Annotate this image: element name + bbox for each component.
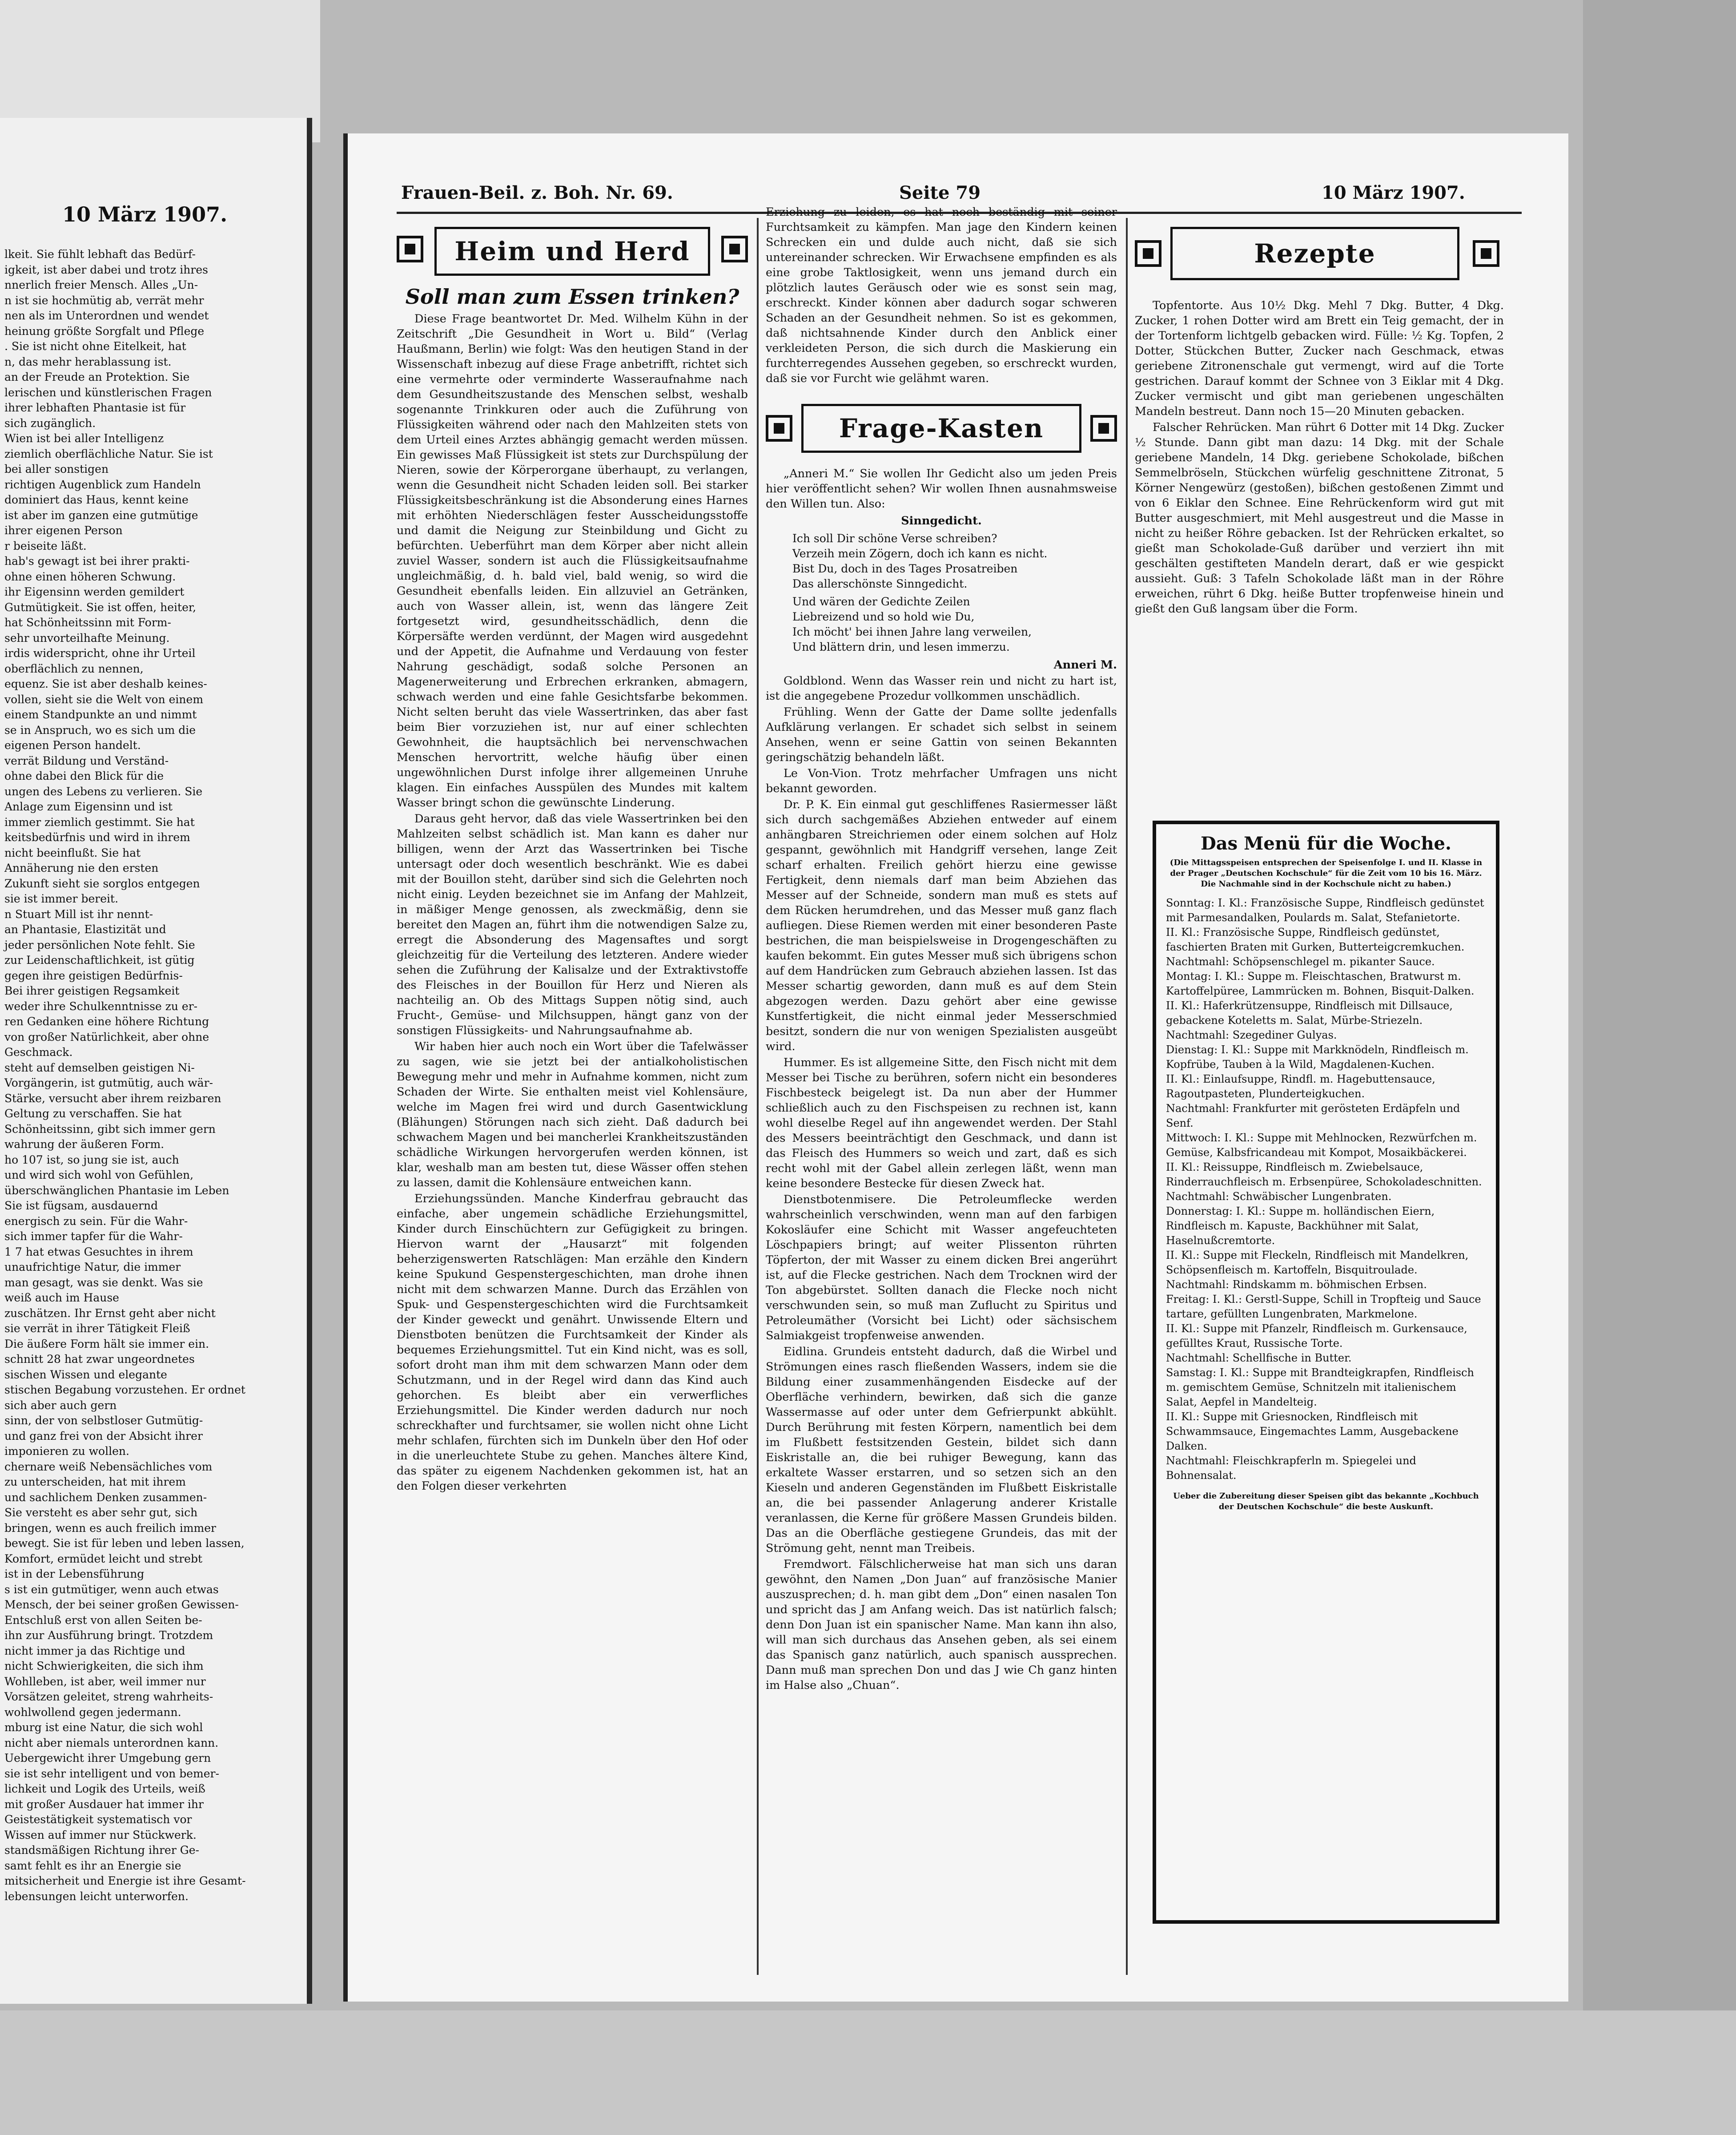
header-page-number: Seite 79 — [899, 182, 981, 203]
ornament-right — [1473, 240, 1499, 267]
section-title-frage-kasten: Frage-Kasten — [801, 404, 1081, 453]
answer-item: Goldblond. Wenn das Wasser rein und nicht zu hart ist, ist die angegebene Prozedur vollkommen unschädlich. — [766, 674, 1117, 703]
answer-item: Le Von-Vion. Trotz mehrfacher Umfragen uns nicht bekannt geworden. — [766, 767, 1117, 795]
menu-line: Donnerstag: I. Kl.: Suppe m. holländischen Eiern, Rindfleisch m. Kapuste, Backhühner mit Salat, Haselnußcremtorte. — [1166, 1205, 1435, 1247]
poem-stanza: Und wären der Gedichte Zeilen Liebreizend und so hold wie Du, Ich möcht' bei ihnen Jahre lang verweilen, Und blättern drin, und lesen immerzu. — [792, 595, 1032, 653]
newspaper-page — [343, 133, 1568, 2002]
menu-line: II. Kl.: Einlaufsuppe, Rindfl. m. Hagebuttensauce, Ragoutpasteten, Plunderteigkuchen. — [1166, 1073, 1435, 1100]
article-paragraph: Daraus geht hervor, daß das viele Wassertrinken bei den Mahlzeiten selbst schädlich ist. Man kann es daher nur billigen, wenn der Arzt das Wassertrinken bei Tische untersagt oder doch wesentlich beschränkt. Wie es dabei mit der Bouillon steht, darüber sind sich die Gelehrten noch nicht einig. Leyden bezeichnet sie im Anfang der Mahlzeit, in mäßiger Menge genossen, als zweckmäßig, denn sie bereitet den Magen an, führt ihm die notwendigen Salze zu, erregt die Absonderung des Magensaftes und sorgt gleichzeitig für die Verteilung des letzteren. Andere wieder sehen die Zuführung der Kalisalze und der Extraktivstoffe des Fleisches in der Bouillon für Herz und Nieren als nachteilig an. Ob des Mittags Suppen nötig sind, auch Frucht-, Gemüse- und Milchsuppen, hängt ganz von der sonstigen Flüssigkeits- und Nahrungsaufnahme ab. — [397, 812, 748, 1037]
poem-stanza: Ich soll Dir schöne Verse schreiben? Verzeih mein Zögern, doch ich kann es nicht. Bist Du, doch in des Tages Prosatreiben Das allerschönste Sinngedicht. — [792, 532, 1048, 590]
article-paragraph: Erziehungssünden. Manche Kinderfrau gebraucht das einfache, aber ungemein schädliche Erziehungsmittel, Kinder durch Einschüchtern zur Gefügigkeit zu bringen. Hiervon warnt der „Hausarzt“ mit folgenden beherzigenswerten Ratschlägen: Man erzähle den Kindern keine Spukund Gespenstergeschichten, man drohe ihnen nicht mit dem schwarzen Manne. Durch das Erzählen von Spuk- und Gespenstergeschichten wird die Furchtsamkeit der Kinder geweckt und genährt. Unwissende Eltern und Dienstboten benützen die Furchtsamkeit der Kinder als bequemes Erziehungsmittel. Tut ein Kind nicht, was es soll, sofort droht man ihm mit dem schwarzen Mann oder dem Schutzmann, und in der Regel wird dann das Kind auch gehorchen. Es bleibt aber ein verwerfliches Erziehungsmittel. Die Kinder werden dadurch nur noch schreckhafter und furchtsamer, sie wollen nicht ohne Licht mehr schlafen, fürchten sich im Dunkeln über den Hof oder in die unerleuchtete Stube zu gehen. Manches ältere Kind, das später zu eigenem Nachdenken gekommen ist, hat an den Folgen dieser verkehrten — [397, 1192, 748, 1493]
section-title-heim-und-herd: Heim und Herd — [434, 227, 710, 276]
menu-line: II. Kl.: Suppe mit Fleckeln, Rindfleisch mit Mandelkren, Schöpsenfleisch m. Kartoffeln, Bisquitroulade. — [1166, 1249, 1469, 1276]
answer-item: Hummer. Es ist allgemeine Sitte, den Fisch nicht mit dem Messer bei Tische zu berühren, sofern nicht ein besonderes Fischbesteck beigelegt ist. Da nun aber der Hummer schließlich auch zu den Fischspeisen zu rechnen ist, kann wohl dieselbe Regel auf ihn angewendet werden. Der Stahl des Messers beeinträchtigt den Geschmack, und dann ist das Fleisch des Hummers so weich und zart, daß es sich recht wohl mit der Gabel allein zerlegen läßt, wenn man keine besondere Bestecke für diesen Zweck hat. — [766, 1056, 1117, 1190]
section-title-rezepte: Rezepte — [1170, 227, 1459, 280]
menu-title: Das Menü für die Woche. — [1201, 833, 1451, 854]
column-frage-kasten — [766, 205, 1117, 1694]
answer-item: Eidlina. Grundeis entsteht dadurch, daß die Wirbel und Strömungen eines rasch fließenden Wassers, indem sie die Bildung einer zusammenhängenden Eisdecke auf der Oberfläche verhindern, bewirken, daß sich die ganze Wassermasse auf oder unter dem Gefrierpunkt abkühlt. Durch Berührung mit festen Körpern, namentlich bei dem im Flußbett festsitzenden Gestein, bildet sich dann Eiskristalle an, die bei ruhiger Bewegung, kann das erkaltete Wasser erstarren, und so setzen sich an den Kieseln und anderen Gegenständen im Flußbett Eiskristalle an, die bei passender Anlagerung anderer Kristalle veranlassen, die Kerne für größere Massen Grundeis bilden. Das an die Oberfläche gestiegene Grundeis, das mit der Strömung geht, nennt man Treibeis. — [766, 1345, 1117, 1555]
poem-signature: Anneri M. — [1053, 658, 1117, 672]
rezepte-banner — [1135, 222, 1504, 285]
ornament-left — [766, 415, 792, 442]
ornament-right — [721, 236, 748, 262]
menu-footer: Ueber die Zubereitung dieser Speisen gibt das bekannte „Kochbuch der Deutschen Kochschule“ die beste Auskunft. — [1173, 1491, 1479, 1511]
menu-line: Dienstag: I. Kl.: Suppe mit Markknödeln, Rindfleisch m. Kopfrübe, Tauben à la Wild, Magdalenen-Kuchen. — [1166, 1043, 1469, 1071]
menu-line: Nachtmahl: Schwäbischer Lungenbraten. — [1166, 1190, 1392, 1203]
menu-line: II. Kl.: Suppe mit Griesnocken, Rindfleisch mit Schwammsauce, Eingemachtes Lamm, Ausgebackene Dalken. — [1166, 1410, 1459, 1452]
answer-item: Dr. P. K. Ein einmal gut geschliffenes Rasiermesser läßt sich durch sachgemäßes Abziehen entweder auf einem anhängbaren Streichriemen oder einem solchen auf Holz gespannt, gewöhnlich mit Handgriff versehen, lange Zeit scharf erhalten. Freilich gehört hierzu eine gewisse Fertigkeit, denn niemals darf man beim Abziehen das Messer auf der Schneide, sondern man muß es stets auf dem Rücken herumdrehen, und das Messer muß ganz flach aufliegen. Diese Riemen werden mit einer besonderen Paste bestrichen, die man beispielsweise in Drogengeschäften zu kaufen bekommt. Ein gutes Messer muß sich übrigens schon auf dem Handrücken zum Gebrauch abziehen lassen. Ist das Messer schartig geworden, dann muß es auf dem Stein abgezogen werden. Dazu gehört aber eine gewisse Kunstfertigkeit, die nicht einmal jeder Messerschmied besitzt, sondern die nur von wenigen Spezialisten ausgeübt wird. — [766, 798, 1117, 1053]
column-rezepte — [1135, 222, 1504, 617]
article-paragraph: Wir haben hier auch noch ein Wort über die Tafelwässer zu sagen, wie sie jetzt bei der antialkoholistischen Bewegung mehr und mehr in Aufnahme kommen, nicht zum Schaden der Wirte. Sie enthalten meist viel Kohlensäure, welche im Magen frei wird und durch Gasentwicklung (Blähungen) Störungen nach sich zieht. Daß dadurch bei schwachem Magen und bei mancherlei Krankheitszuständen schädliche Wirkungen hervorgerufen werden können, ist klar, weshalb man am besten tut, diese Wässer offen stehen zu lassen, damit die Kohlensäure entweichen kann. — [397, 1040, 748, 1189]
menu-line: II. Kl.: Reissuppe, Rindfleisch m. Zwiebelsauce, Rinderrauchfleisch m. Erbsenpüree, Schokoladeschnitten. — [1166, 1161, 1482, 1188]
menu-line: Nachtmahl: Schöpsenschlegel m. pikanter Sauce. — [1166, 955, 1435, 968]
ornament-left — [397, 236, 423, 262]
background-bottom — [0, 2010, 1736, 2135]
frage-kasten-banner — [766, 395, 1117, 462]
menu-note: (Die Mittagsspeisen entsprechen der Speisenfolge I. und II. Klasse in der Prager „Deutschen Kochschule“ für die Zeit vom 10 bis 16. März. Die Nachmahle sind in der Kochschule nicht zu haben.) — [1169, 858, 1483, 889]
menu-line: II. Kl.: Französische Suppe, Rindfleisch gedünstet, faschierten Braten mit Gurken, Butterteigcremkuchen. — [1166, 926, 1465, 953]
menu-line: Freitag: I. Kl.: Gerstl-Suppe, Schill in Tropfteig und Sauce tartare, gefüllten Lungenbraten, Markmelone. — [1166, 1293, 1481, 1320]
ornament-left — [1135, 240, 1161, 267]
menu-line: Sonntag: I. Kl.: Französische Suppe, Rindfleisch gedünstet mit Parmesandalken, Poulards m. Salat, Stefanietorte. — [1166, 897, 1484, 924]
article-title: Soll man zum Essen trinken? — [405, 285, 739, 309]
previous-page — [0, 118, 312, 2004]
menu-line: Nachtmahl: Rindskamm m. böhmischen Erbsen. — [1166, 1278, 1427, 1291]
previous-page-date: 10 März 1907. — [62, 202, 228, 226]
background-right-margin — [1583, 0, 1736, 2135]
menu-line: Montag: I. Kl.: Suppe m. Fleischtaschen, Bratwurst m. Kartoffelpüree, Lammrücken m. Bohnen, Bisquit-Dalken. — [1166, 970, 1475, 997]
menu-line: Nachtmahl: Szegediner Gulyas. — [1166, 1029, 1337, 1041]
column-rule — [1126, 218, 1128, 1975]
column-rule — [757, 218, 759, 1975]
article-paragraph: Diese Frage beantwortet Dr. Med. Wilhelm Kühn in der Zeitschrift „Die Gesundheit in Wort u. Bild“ (Verlag Haußmann, Berlin) wie folgt: Was den heutigen Stand in der Wissenschaft inbezug auf diese Frage anbetrifft, richtet sich eine vermehrte oder verminderte Wasseraufnahme nach dem Gesundheitszustande des Menschen selbst, weshalb sogenannte Trinkkuren oder auch die Zuführung von Flüssigkeiten während oder nach den Mahlzeiten stets von dem Urteil eines Arztes abhängig gemacht werden müssen. Ein gewisses Maß Flüssigkeit ist stets zur Durchspülung der Nieren, sowie der Körperorgane überhaupt, zu verlangen, wenn die Gesundheit nicht Schaden leiden soll. Bei starker Flüssigkeitsbeschränkung ist die Absonderung eines Harnes mit erhöhten Niederschlägen fester Ausscheidungsstoffe und damit die Neigung zur Steinbildung und Gicht zu befürchten. Ueberführt man dem Körper aber nicht allein zuviel Wasser, sondern ist auch die Flüssigkeitsaufnahme ungleichmäßig, d. h. bald viel, bald wenig, so wird die Gesundheit ebenfalls leiden. Ein allzuviel an Getränken, auch von Wasser allein, ist, wenn das längere Zeit fortgesetzt wird, gesundheitsschädlich, denn die Körpersäfte werden verdünnt, der Magen wird ausgedehnt und der Appetit, die Aufnahme und Verdauung von fester Nahrung geschädigt, sodaß solche Personen an Magenerweiterung und Erbrechen erkranken, abmagern, schwach werden und eine fahle Gesichtsfarbe bekommen. Nicht selten beruht das viele Wassertrinken, das aber fast beim Bier vorzuziehen ist, nur auf einer schlechten Gewohnheit, die hauptsächlich bei nervenschwachen Menschen hervortritt, welche häufig über einen ungewöhnlichen Durst infolge ihrer allgemeinen Unruhe klagen. Ein einfaches Ausspülen des Mundes mit kaltem Wasser bringt schon die gewünschte Linderung. — [397, 312, 748, 810]
weekly-menu-box — [1153, 821, 1499, 1924]
column-heim-und-herd — [397, 222, 748, 1494]
menu-line: Samstag: I. Kl.: Suppe mit Brandteigkrapfen, Rindfleisch m. gemischtem Gemüse, Schnitzeln mit italienischem Salat, Aepfel in Mandelteig. — [1166, 1366, 1474, 1408]
ornament-right — [1090, 415, 1117, 442]
poem-title: Sinngedicht. — [901, 514, 982, 528]
menu-line: II. Kl.: Haferkrützensuppe, Rindfleisch mit Dillsauce, gebackene Koteletts m. Salat, Mürbe-Striezeln. — [1166, 999, 1453, 1027]
header-publication: Frauen-Beil. z. Boh. Nr. 69. — [401, 182, 673, 203]
answer-item: Fremdwort. Fälschlicherweise hat man sich uns daran gewöhnt, den Namen „Don Juan“ auf französische Manier auszusprechen; d. h. man gibt dem „Don“ einen nasalen Ton und spricht das J am Anfang weich. Das ist natürlich falsch; denn Don Juan ist ein spanischer Name. Man kann ihn also, will man sich durchaus das Ansehen geben, als sei einem das Spanisch ganz natürlich, auch spanisch aussprechen. Dann muß man sprechen Don und das J wie Ch ganz hinten im Halse also „Chuan“. — [766, 1558, 1117, 1692]
menu-line: Nachtmahl: Fleischkrapferln m. Spiegelei und Bohnensalat. — [1166, 1454, 1416, 1482]
recipe: Topfentorte. Aus 10½ Dkg. Mehl 7 Dkg. Butter, 4 Dkg. Zucker, 1 rohen Dotter wird am Brett ein Teig gemacht, der in der Tortenform lichtgelb gebacken wird. Fülle: ½ Kg. Topfen, 2 Dotter, Stückchen Butter, Zucker nach Geschmack, etwas geriebene Zitronenschale gut vermengt, wird auf die Torte gestrichen. Darauf kommt der Schnee von 3 Eiklar mit 4 Dkg. Zucker vermischt und gibt man geriebenen ungeschälten Mandeln bestreut. Dann noch 15—20 Minuten gebacken. — [1135, 299, 1504, 418]
header-date: 10 März 1907. — [1322, 182, 1465, 203]
menu-line: II. Kl.: Suppe mit Pfanzelr, Rindfleisch m. Gurkensauce, gefülltes Kraut, Russische Torte. — [1166, 1322, 1467, 1349]
previous-page-text: lkeit. Sie fühlt lebhaft das Bedürf- igkeit, ist aber dabei und trotz ihres nnerlich freier Mensch. Alles „Un- n ist sie hochmütig ab, verrät mehr nen als im Unterordnen und wendet heinung größte Sorgfalt und Pflege . Sie ist nicht ohne Eitelkeit, hat n, das mehr herablassung ist. an der Freude an Protektion. Sie lerischen und künstlerischen Fragen ihrer lebhaften Phantasie ist für sich zugänglich. Wien ist bei aller Intelligenz ziemlich oberflächliche Natur. Sie ist bei aller sonstigen richtigen Augenblick zum Handeln dominiert das Haus, kennt keine ist aber im ganzen eine gutmütige ihrer eigenen Person r beiseite läßt. hab's gewagt ist bei ihrer prakti- ohne einen höheren Schwung. ihr Eigensinn werden gemildert Gutmütigkeit. Sie ist offen, heiter, hat Schönheitssinn mit Form- sehr unvorteilhafte Meinung. irdis widerspricht, ohne ihr Urteil oberflächlich zu nennen, equenz. Sie ist aber deshalb keines- vollen, sieht sie die Welt von einem einem Standpunkte an und nimmt se in Anspruch, wo es sich um die eigenen Person handelt. verrät Bildung und Verständ- ohne dabei den Blick für die ungen des Lebens zu verlieren. Sie Anlage zum Eigensinn und ist immer ziemlich gestimmt. Sie hat keitsbedürfnis und wird in ihrem nicht beeinflußt. Sie hat Annäherung nie den ersten Zukunft sieht sie sorglos entgegen sie ist immer bereit. n Stuart Mill ist ihr nennt- an Phantasie, Elastizität und jeder persönlichen Note fehlt. Sie zur Leidenschaftlichkeit, ist gütig gegen ihre geistigen Bedürfnis- Bei ihrer geistigen Regsamkeit weder ihre Schulkenntnisse zu er- ren Gedanken eine höhere Richtung von großer Natürlichkeit, aber ohne Geschmack. steht auf demselben geistigen Ni- Vorgängerin, ist gutmütig, auch wär- Stärke, versucht aber ihrem reizbaren Geltung zu verschaffen. Sie hat Schönheitssinn, gibt sich immer gern wahrung der äußeren Form. ho 107 ist, so jung sie ist, auch und wird sich wohl von Gefühlen, überschwänglichen Phantasie im Leben Sie ist fügsam, ausdauernd energisch zu sein. Für die Wahr- sich immer tapfer für die Wahr- 1 7 hat etwas Gesuchtes in ihrem unaufrichtige Natur, die immer man gesagt, was sie denkt. Was sie weiß auch im Hause zuschätzen. Ihr Ernst geht aber nicht sie verrät in ihrer Tätigkeit Fleiß Die äußere Form hält sie immer ein. schnitt 28 hat zwar ungeordnetes sischen Wissen und elegante stischen Begabung vorzustehen. Er ordnet sich aber auch gern sinn, der von selbstloser Gutmütig- und ganz frei von der Absicht ihrer imponieren zu wollen. chernare weiß Nebensächliches vom zu unterscheiden, hat mit ihrem und sachlichem Denken zusammen- Sie versteht es aber sehr gut, sich bringen, wenn es auch freilich immer bewegt. Sie ist für leben und leben lassen, Komfort, ermüdet leicht und strebt ist in der Lebensführung s ist ein gutmütiger, wenn auch etwas Mensch, der bei seiner großen Gewissen- Entschluß erst von allen Seiten be- ihn zur Ausführung bringt. Trotzdem nicht immer ja das Richtige und nicht Schwierigkeiten, die sich ihm Wohlleben, ist aber, weil immer nur Vorsätzen geleitet, streng wahrheits- wohlwollend gegen jedermann. mburg ist eine Natur, die sich wohl nicht aber niemals unterordnen kann. Uebergewicht ihrer Umgebung gern sie ist sehr intelligent und von bemer- lichkeit und Logik des Urteils, weiß mit großer Ausdauer hat immer ihr Geistestätigkeit systematisch vor Wissen auf immer nur Stückwerk. standsmäßigen Richtung ihrer Ge- samt fehlt es ihr an Energie sie mitsicherheit und Energie ist ihre Gesamt- lebensungen leicht unterworfen. — [4, 248, 246, 1903]
continued-paragraph: Erziehung zu leiden, es hat noch beständig mit seiner Furchtsamkeit zu kämpfen. Man jage den Kindern keinen Schrecken ein und dulde auch nicht, daß sie sich untereinander schrecken. Wir Erwachsene empfinden es als eine grobe Taktlosigkeit, wenn uns jemand durch ein plötzlich lautes Geräusch oder wie es sonst sein mag, erschreckt. Kinder können aber dadurch sogar schweren Schaden an der Gesundheit nehmen. So ist es gekommen, daß nichtsahnende Kinder durch den Anblick einer verkleideten Person, die sich durch die Maskierung ein furchterregendes Aussehen gegeben, so erschreckt wurden, daß sie vor Furcht wie gelähmt waren. — [766, 205, 1117, 385]
menu-line: Nachtmahl: Schellfische in Butter. — [1166, 1352, 1352, 1364]
menu-line: Nachtmahl: Frankfurter mit gerösteten Erdäpfeln und Senf. — [1166, 1102, 1460, 1129]
answer-item: Frühling. Wenn der Gatte der Dame sollte jedenfalls Aufklärung verlangen. Er schadet sich selbst in seinem Ansehen, wenn er seine Gattin von seinen Bekannten geringschätzig behandeln läßt. — [766, 705, 1117, 764]
menu-line: Mittwoch: I. Kl.: Suppe mit Mehlnocken, Rezwürfchen m. Gemüse, Kalbsfricandeau mit Kompot, Mosaikbäckerei. — [1166, 1132, 1477, 1159]
answer-intro: „Anneri M.“ Sie wollen Ihr Gedicht also um jeden Preis hier veröffentlicht sehen? Wir wollen Ihnen ausnahmsweise den Willen tun. Also: — [766, 467, 1117, 511]
heim-und-herd-banner — [397, 222, 748, 280]
answer-item: Dienstbotenmisere. Die Petroleumflecke werden wahrscheinlich verschwinden, wenn man auf den farbigen Kokosläufer eine Schicht mit Wasser angefeuchteten Löschpapiers bringt; auf weiter Plissenton rührten Töpferton, der mit Wasser zu einem dicken Brei angerührt ist, auf die Flecke gestrichen. Nach dem Trocknen wird der Ton abgebürstet. Sollten danach die Flecke noch nicht verschwunden sein, so muß man Zuflucht zu Spiritus und Petroleumäther (Vorsicht bei Licht) oder sächsischem Salmiakgeist tropfenweise anwenden. — [766, 1193, 1117, 1342]
recipe: Falscher Rehrücken. Man rührt 6 Dotter mit 14 Dkg. Zucker ½ Stunde. Dann gibt man dazu: 14 Dkg. mit der Schale geriebene Mandeln, 14 Dkg. geriebene Schokolade, bißchen Semmelbröseln, Stückchen würfelig geschnittene Zitronat, 5 Körner Nengewürz (gestoßen), bißchen gestoßenen Zimmt und von 6 Eiklar den Schnee. Eine Rehrückenform wird gut mit Butter ausgeschmiert, mit Mehl ausgestreut und die Masse in nicht zu heißer Röhre gebacken. Ist der Rehrücken erkaltet, so gießt man Schokolade-Guß darüber und verziert ihn mit geschälten gestifteten Mandeln derart, daß er wie gespickt aussieht. Guß: 3 Tafeln Schokolade läßt man in der Röhre erweichen, rührt 6 Dkg. heiße Butter tropfenweise hinein und gießt den Guß langsam über die Form. — [1135, 421, 1504, 616]
